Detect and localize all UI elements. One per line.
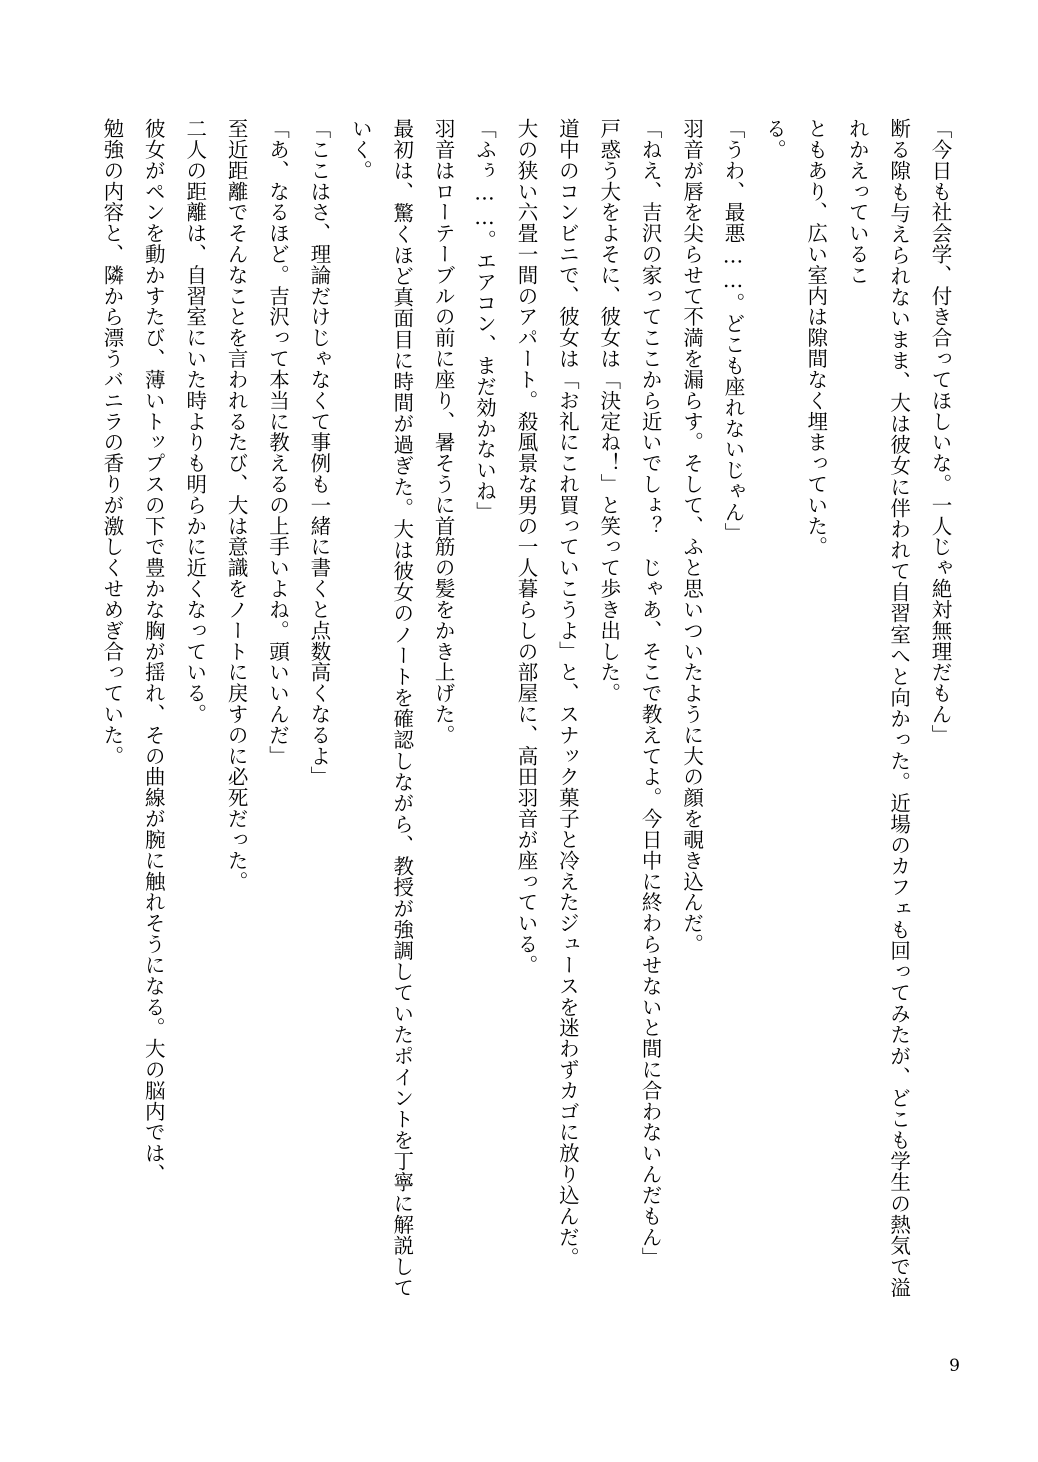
paragraph: 戸惑う大をよそに、彼女は「決定ね！」と笑って歩き出した。: [596, 118, 621, 704]
paragraph: 大の狭い六畳一間のアパート。殺風景な男の一人暮らしの部屋に、高田羽音が座っている。: [513, 118, 538, 976]
paragraph: 道中のコンビニで、彼女は「お礼にこれ買っていこうよ」と、スナック菓子と冷えたジュースを迷わずカゴに放り込んだ。: [555, 118, 580, 1269]
paragraph: 二人の距離は、自習室にいた時よりも明らかに近くなっている。: [182, 118, 207, 725]
paragraph: 「ねえ、吉沢の家ってここから近いでしょ？ じゃあ、そこで教えてよ。今日中に終わらせないと間に合わないんだもん」: [638, 118, 663, 1269]
paragraph: 彼女がペンを動かすたび、薄いトップスの下で豊かな胸が揺れ、その曲線が腕に触れそうになる。大の脳内では、: [141, 118, 166, 1185]
paragraph: 断る隙も与えられないまま、大は彼女に伴われて自習室へと向かった。近場のカフェも回ってみたが、どこも学生の熱気で溢れかえっているこ: [845, 118, 911, 1298]
paragraph: 至近距離でそんなことを言われるたび、大は意識をノートに戻すのに必死だった。: [224, 118, 249, 892]
paragraph: 「ここはさ、理論だけじゃなくて事例も一緒に書くと点数高くなるよ」: [306, 118, 331, 788]
paragraph: 羽音が唇を尖らせて不満を漏らす。そして、ふと思いついたように大の顔を覗き込んだ。: [679, 118, 704, 955]
paragraph: 「ふぅ……。エアコン、まだ効かないね」: [472, 118, 497, 523]
paragraph: 最初は、驚くほど真面目に時間が過ぎた。大は彼女のノートを確認しながら、教授が強調していたポイントを丁寧に解説していく。: [348, 118, 414, 1298]
paragraph: る。: [762, 118, 787, 160]
page-number: 9: [949, 1356, 960, 1376]
paragraph: 「うわ、最悪……。どこも座れないじゃん」: [720, 118, 745, 544]
paragraph: ともあり、広い室内は隙間なく埋まっていた。: [803, 118, 828, 558]
paragraph: 羽音はローテーブルの前に座り、暑そうに首筋の髪をかき上げた。: [431, 118, 456, 746]
paragraph: 「あ、なるほど。吉沢って本当に教えるの上手いよね。頭いいんだ」: [265, 118, 290, 767]
paragraph: 勉強の内容と、隣から漂うバニラの香りが激しくせめぎ合っていた。: [99, 118, 124, 767]
paragraph: 「今日も社会学、付き合ってほしいな。一人じゃ絶対無理だもん」: [928, 118, 952, 746]
novel-body-text: [99, 118, 960, 1298]
